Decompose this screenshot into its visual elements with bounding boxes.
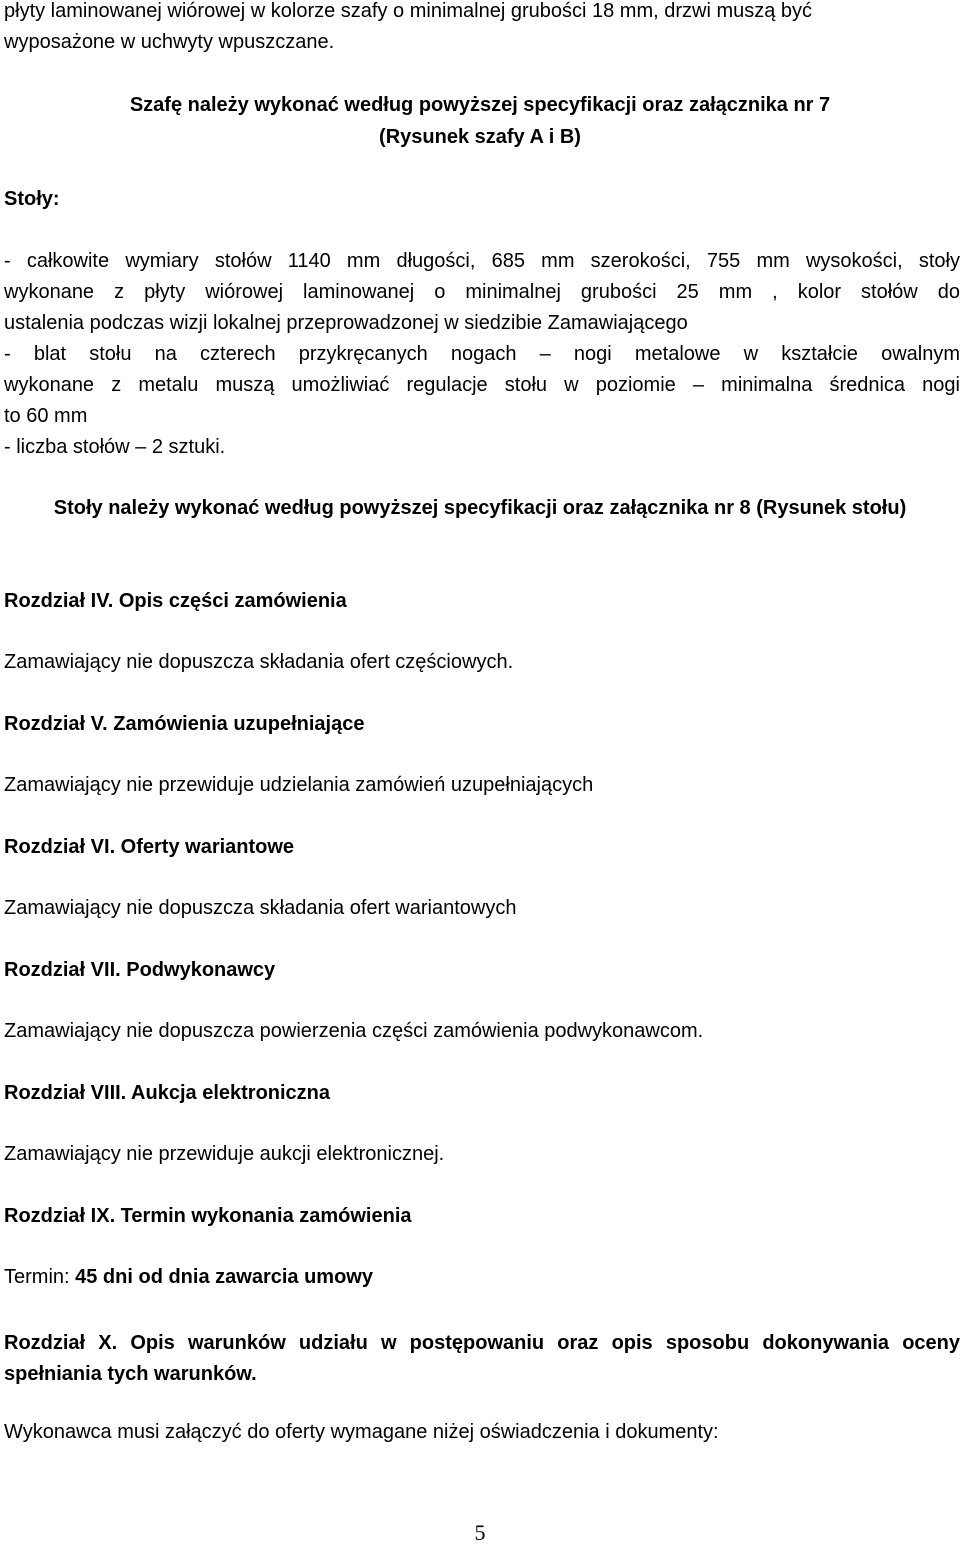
wardrobe-note-line-1: Szafę należy wykonać według powyższej specyfikacji oraz załącznika nr 7 [129, 94, 831, 116]
tables-note: Stoły należy wykonać według powyższej specyfikacji oraz załącznika nr 8 (Rysunek stołu) [53, 497, 907, 519]
tables-spec-line: - całkowite wymiary stołów 1140 mm długości, 685 mm szerokości, 755 mm wysokości, stoły [4, 250, 960, 272]
intro-line-1: płyty laminowanej wiórowej w kolorze szafy o minimalnej grubości 18 mm, drzwi muszą być [4, 0, 813, 22]
chapter-heading: Rozdział VIII. Aukcja elektroniczna [4, 1082, 331, 1104]
tables-spec-line: - blat stołu na czterech przykręcanych nogach – nogi metalowe w kształcie owalnym [4, 343, 960, 365]
chapter-heading: Rozdział X. Opis warunków udziału w postępowaniu oraz opis sposobu dokonywania oceny spełniania tych warunków. [4, 1332, 960, 1385]
chapter-heading: Rozdział IV. Opis części zamówienia [4, 590, 347, 612]
tables-spec-line: wykonane z płyty wiórowej laminowanej o minimalnej grubości 25 mm , kolor stołów do [4, 281, 960, 303]
tables-heading: Stoły: [4, 188, 60, 210]
chapter-heading: Rozdział VI. Oferty wariantowe [4, 836, 295, 858]
chapter-body: Wykonawca musi załączyć do oferty wymagane niżej oświadczenia i dokumenty: [4, 1421, 719, 1443]
tables-spec-line: ustalenia podczas wizji lokalnej przeprowadzonej w siedzibie Zamawiającego [4, 312, 688, 334]
term-line [4, 1266, 960, 1289]
tables-spec-line: - liczba stołów – 2 sztuki. [4, 436, 226, 458]
wardrobe-note-line-2: (Rysunek szafy A i B) [379, 126, 581, 148]
tables-spec-line: wykonane z metalu muszą umożliwiać regulacje stołu w poziomie – minimalna średnica nogi [4, 374, 960, 396]
chapter-body: Zamawiający nie przewiduje udzielania zamówień uzupełniających [4, 774, 594, 796]
chapter-heading: Rozdział VII. Podwykonawcy [4, 959, 276, 981]
term-value: 45 dni od dnia zawarcia umowy [75, 1266, 373, 1288]
tables-spec-line: to 60 mm [4, 405, 88, 427]
page-number: 5 [474, 1520, 486, 1545]
chapter-body: Zamawiający nie dopuszcza składania ofert częściowych. [4, 651, 514, 673]
intro-line-2: wyposażone w uchwyty wpuszczane. [4, 31, 335, 53]
chapter-heading: Rozdział V. Zamówienia uzupełniające [4, 713, 365, 735]
chapter-heading: Rozdział IX. Termin wykonania zamówienia [4, 1205, 412, 1227]
chapter-body: Zamawiający nie dopuszcza składania ofert wariantowych [4, 897, 517, 919]
term-label: Termin: [4, 1266, 76, 1288]
chapter-body: Zamawiający nie przewiduje aukcji elektronicznej. [4, 1143, 445, 1165]
chapter-body: Zamawiający nie dopuszcza powierzenia części zamówienia podwykonawcom. [4, 1020, 704, 1042]
